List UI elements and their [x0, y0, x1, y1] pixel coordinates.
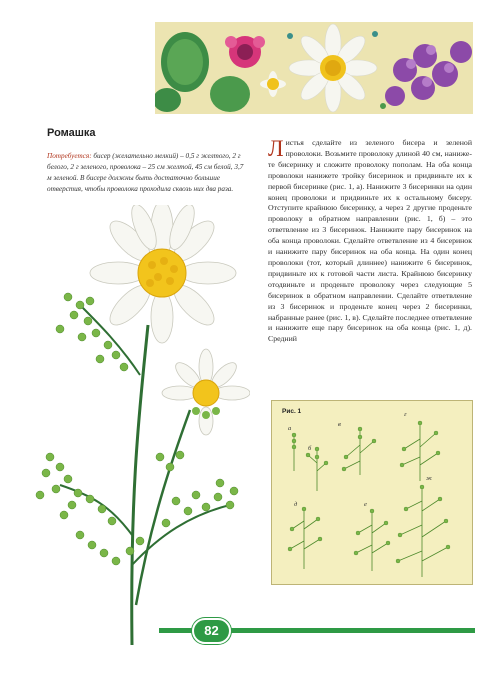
materials-text: бисер (желательно мелкий) – 0,5 г желтого, 2 г белого, 2 г зеленого, проволока – 25 см желтой, 45 см белой, 3,7 м зеленой. В бисере должны быть достаточно большие отверстия, чтобы проволока проходила сквозь них два раза. [47, 152, 244, 193]
instructions-paragraph [268, 138, 472, 345]
figure-label-g: г [404, 411, 407, 418]
figure-label-d: д [294, 501, 298, 508]
figure-title: Рис. 1 [282, 408, 302, 415]
figure-label-v: в [338, 421, 341, 428]
banner-illustration [155, 22, 473, 114]
materials-label: Потребуется: [47, 152, 92, 160]
drop-cap: Л [268, 136, 284, 161]
beadwork-banner-image [155, 22, 473, 114]
figure-label-e: е [364, 501, 367, 508]
chamomile-illustration [20, 205, 250, 645]
instructions-text: истья сделайте из зеленого бисера и зеленой проволоки. Возьмите проволоку длиной 40 см, нанижете бисеринку и сложите проволоку пополам. На оба конца проволоки нанижете тройку бисеринок и придвиньте их к первой бисеринке (рис. 1, а). Нанижите 3 бисеринки на один конец проволоки и придвиньте их к остальному бисеру. Отступите крайнюю бисеринку, а через 2 другие проденьте проволоку в обратном направлении (рис. 1, б) – это ответвление из 3 бисеринок. Нанижите пару бисеринок на оба конца проволоки. Сделайте ответвление из 4 бисеринок и нанижите пару бисеринок на оба конца. На один конец проволоки (тот, который длиннее) нанижите 6 бисеринок, придвиньте их к готовой части листа. Крайнюю бисеринку отодвиньте и проденьте проволоку через следующие 5 бисеринок в обратном направлении. Сделайте ответвление из 3 бисеринок и проденьте конец через 2 бисеринки, набранные ранее (рис. 1, в). Сделайте последнее ответвление и нанижите еще пару бисеринок на оба конца (рис. 1, д). Средний [268, 138, 472, 344]
beaded-chamomile-photo [20, 205, 250, 650]
materials-paragraph [47, 151, 247, 195]
page-number: 82 [192, 618, 231, 644]
figure-panel [271, 400, 473, 585]
figure-label-a: а [288, 425, 292, 432]
bead-diagram [272, 401, 472, 584]
figure-label-zh: ж [426, 475, 433, 482]
page-title: Ромашка [47, 127, 96, 139]
figure-label-b: б [308, 445, 312, 452]
